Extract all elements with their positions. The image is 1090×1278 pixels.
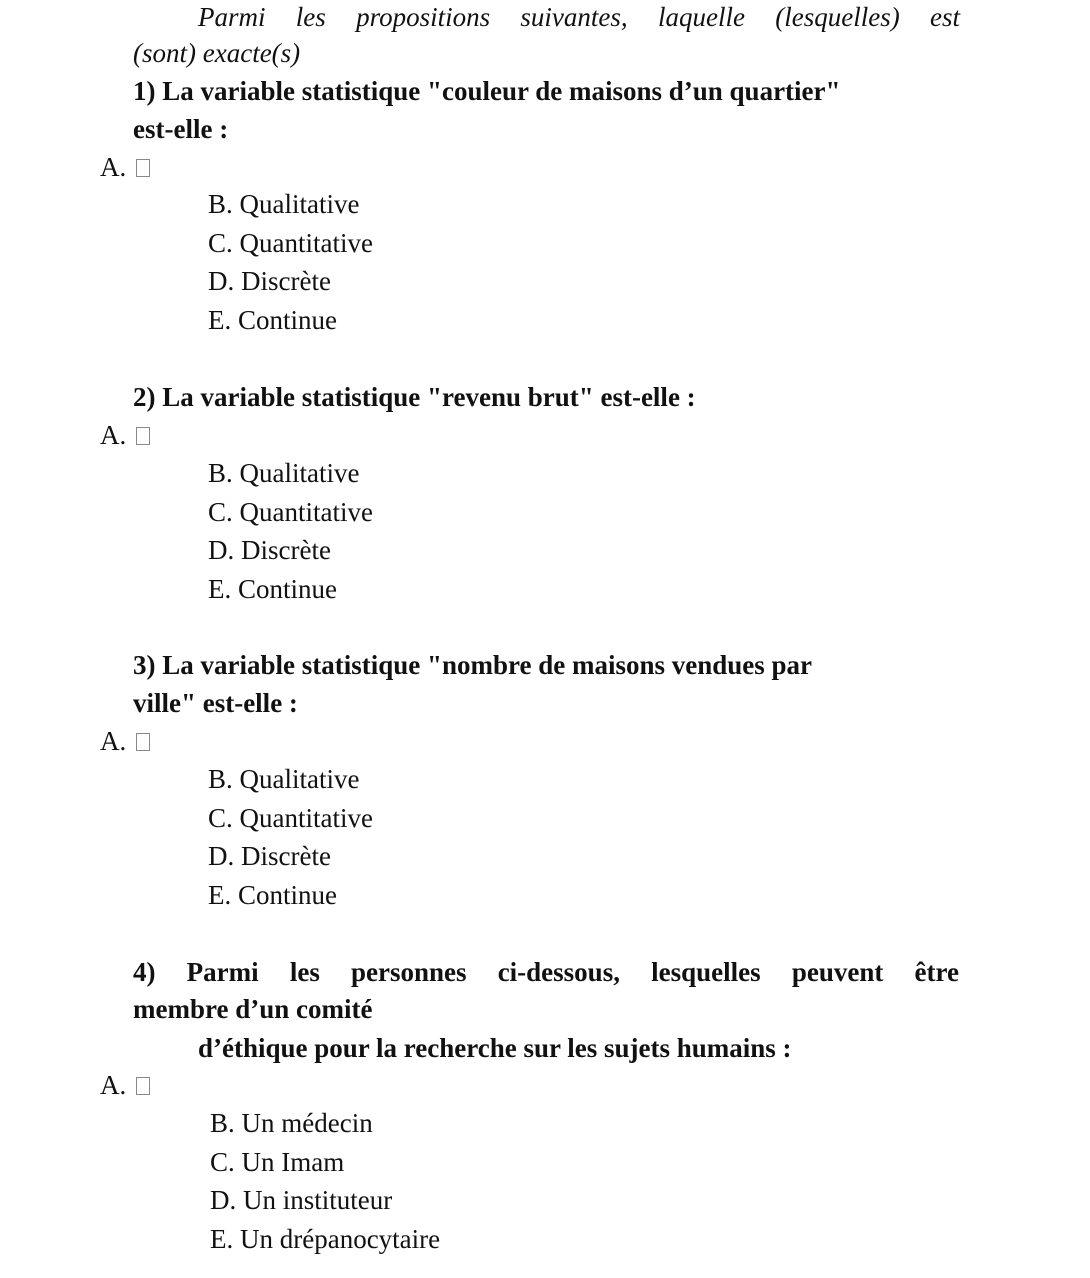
question-1-option-a[interactable] [100,150,150,184]
question-word: Parmi [186,957,259,987]
checkbox-placeholder-icon[interactable] [136,159,150,177]
checkbox-placeholder-icon[interactable] [136,427,150,445]
question-1-title-line-1: 1) La variable statistique "couleur de maisons d’un quartier" [133,76,841,106]
question-4-option-c[interactable]: C. Un Imam [210,1147,345,1177]
question-4-option-b[interactable]: B. Un médecin [210,1108,373,1138]
intro-word: est [930,2,960,32]
intro-line-2: (sont) exacte(s) [133,38,301,68]
question-word: ci-dessous, [497,957,620,987]
intro-word: Parmi [198,2,266,32]
intro-word: (lesquelles) [775,2,900,32]
question-1-title-line-2: est-elle : [133,114,229,144]
question-2-option-d[interactable]: D. Discrète [208,535,331,565]
question-word: les [289,957,320,987]
question-3-option-e[interactable]: E. Continue [208,880,337,910]
question-2-title-line-1: 2) La variable statistique "revenu brut" est-elle : [133,382,696,412]
question-3-option-d[interactable]: D. Discrète [208,841,331,871]
intro-word: laquelle [657,2,745,32]
question-word: lesquelles [651,957,761,987]
question-4-option-d[interactable]: D. Un instituteur [210,1185,393,1215]
question-2-option-b[interactable]: B. Qualitative [208,458,360,488]
question-1-option-b[interactable]: B. Qualitative [208,189,360,219]
question-3-option-a[interactable] [100,724,150,758]
question-word: personnes [351,957,467,987]
intro-word: propositions [356,2,491,32]
question-2-option-e[interactable]: E. Continue [208,574,337,604]
question-4-title-line-1 [133,955,959,989]
question-1-option-e[interactable]: E. Continue [208,305,337,335]
option-a-label: A. [100,1070,127,1100]
question-2-option-c[interactable]: C. Quantitative [208,497,373,527]
question-3-title-line-2: ville" est-elle : [133,688,298,718]
question-3-option-b[interactable]: B. Qualitative [208,764,360,794]
question-word: peuvent [791,957,884,987]
option-a-label: A. [100,152,127,182]
question-3-title-line-1: 3) La variable statistique "nombre de maisons vendues par [133,650,813,680]
question-word: être [914,957,959,987]
option-a-label: A. [100,420,127,450]
question-2-option-a[interactable] [100,418,150,452]
question-1-option-c[interactable]: C. Quantitative [208,228,373,258]
question-4-option-a[interactable] [100,1068,150,1102]
intro-word: les [295,2,326,32]
intro-line-1 [198,0,960,34]
question-4-title-line-3: d’éthique pour la recherche sur les sujets humains : [198,1033,792,1063]
intro-word: suivantes, [520,2,628,32]
checkbox-placeholder-icon[interactable] [136,1077,150,1095]
question-3-option-c[interactable]: C. Quantitative [208,803,373,833]
question-4-option-e[interactable]: E. Un drépanocytaire [210,1224,441,1254]
question-1-option-d[interactable]: D. Discrète [208,266,331,296]
question-4-title-line-2: membre d’un comité [133,994,373,1024]
option-a-label: A. [100,726,127,756]
question-word: 4) [133,957,156,987]
checkbox-placeholder-icon[interactable] [136,733,150,751]
